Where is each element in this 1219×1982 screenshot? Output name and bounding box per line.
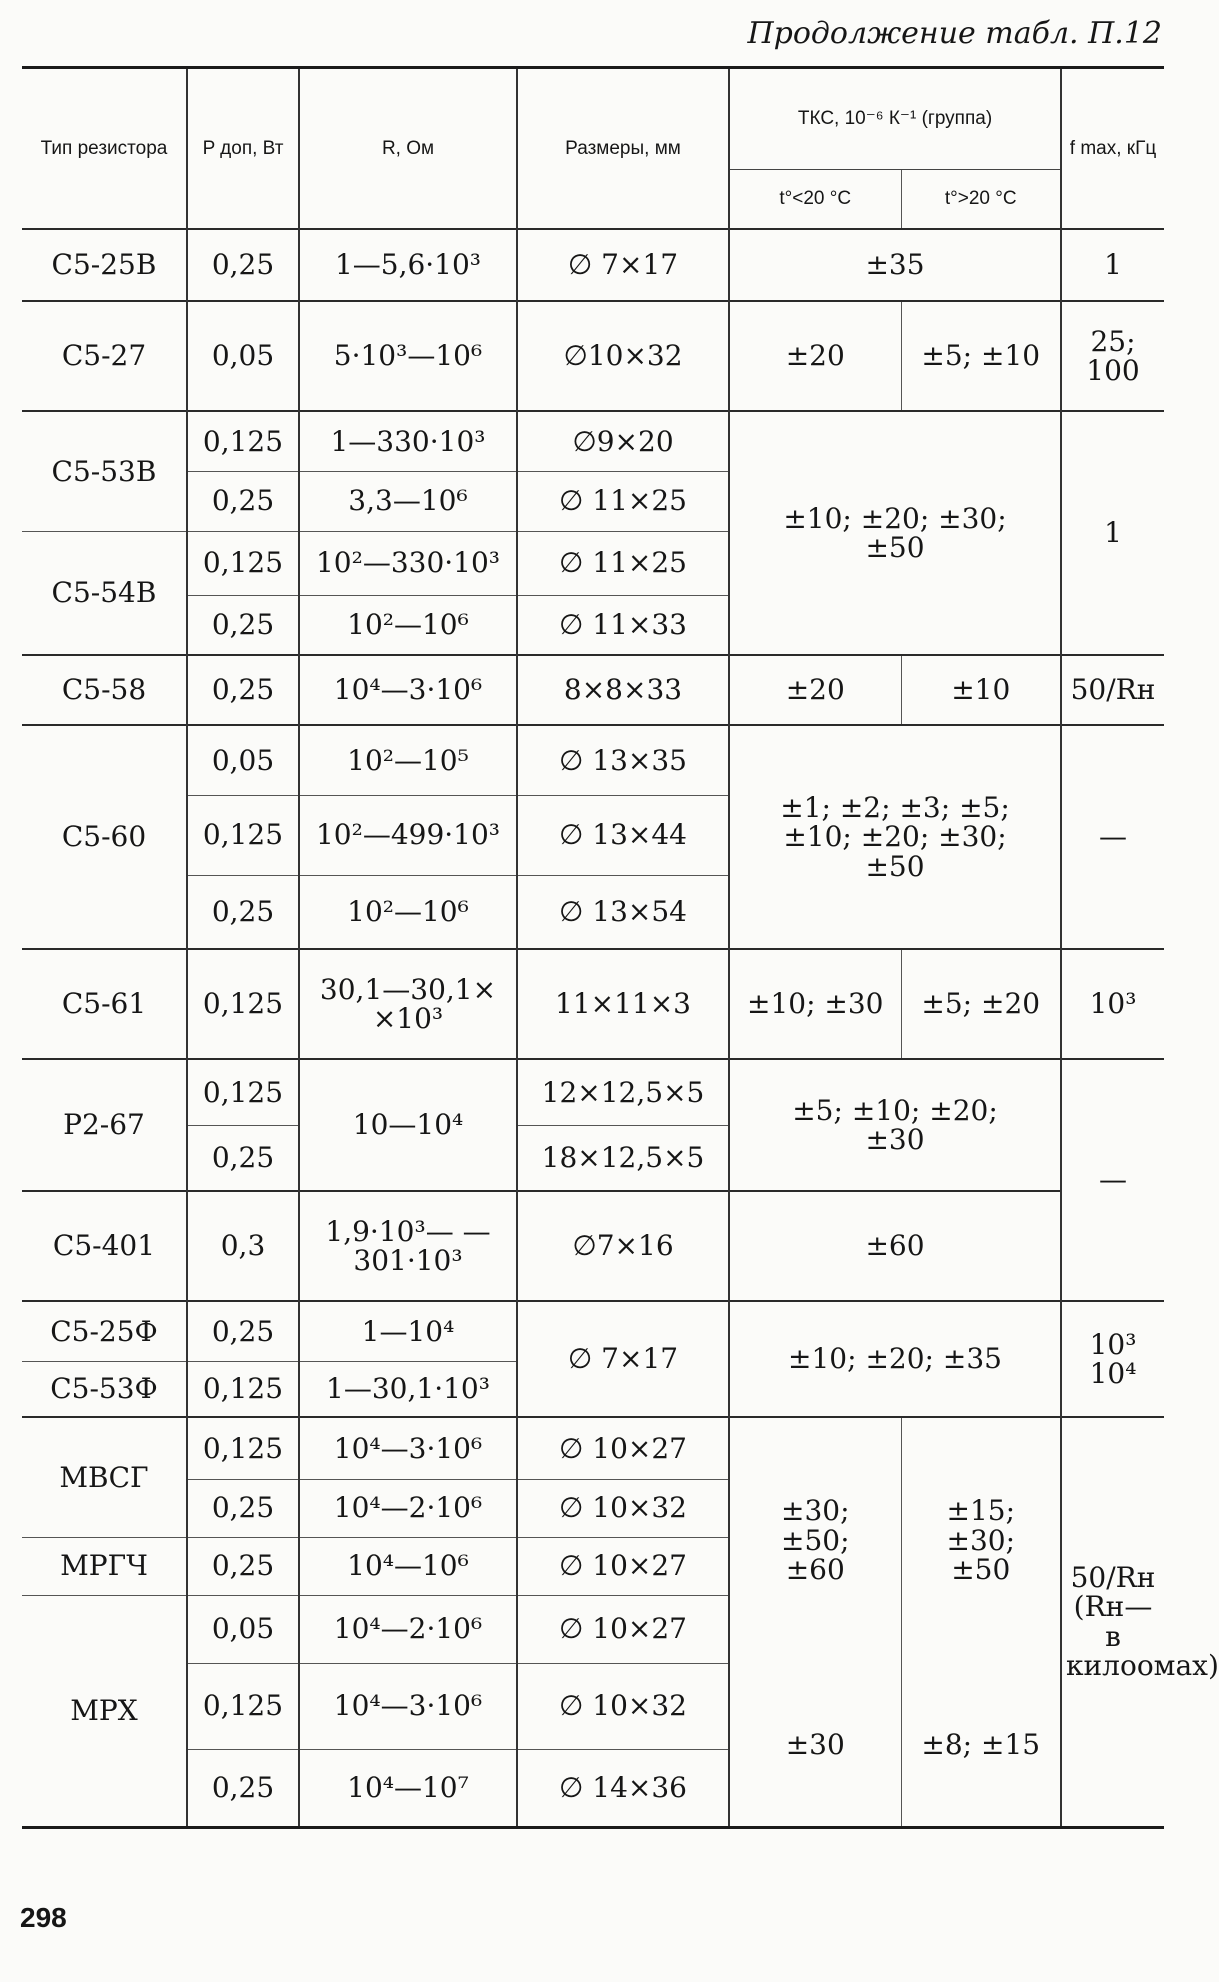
tks-high-cell: ±10 <box>901 655 1061 725</box>
resistor-table <box>22 66 1219 1829</box>
type-cell: МВСГ <box>22 1417 187 1537</box>
power-cell: 0,25 <box>187 595 299 655</box>
header-type: Тип резистора <box>40 137 168 159</box>
power-cell: 0,3 <box>187 1191 299 1301</box>
dimensions-cell: ∅ 11×25 <box>517 471 729 531</box>
dimensions-cell: ∅ 10×32 <box>517 1663 729 1749</box>
dimensions-cell: 11×11×3 <box>517 949 729 1059</box>
fmax-cell: 10³ 10⁴ <box>1061 1301 1164 1417</box>
type-cell: С5-61 <box>22 949 187 1059</box>
resistance-cell: 1—10⁴ <box>299 1301 517 1361</box>
tks-high-cell: ±5; ±10 <box>901 301 1061 411</box>
tks-low-cell: ±30 <box>729 1663 901 1827</box>
power-cell: 0,05 <box>187 301 299 411</box>
fmax-cell: 1 <box>1061 229 1164 301</box>
resistance-cell: 10⁴—2·10⁶ <box>299 1479 517 1537</box>
power-cell: 0,25 <box>187 875 299 949</box>
resistance-cell: 10⁴—10⁷ <box>299 1749 517 1827</box>
tks-cell: ±1; ±2; ±3; ±5; ±10; ±20; ±30; ±50 <box>729 725 1061 949</box>
resistance-cell: 10⁴—3·10⁶ <box>299 1663 517 1749</box>
fmax-cell: 50/Rн <box>1061 655 1164 725</box>
table-row <box>22 301 1164 411</box>
type-cell: С5-27 <box>22 301 187 411</box>
power-cell: 0,25 <box>187 1479 299 1537</box>
tks-low-cell: ±10; ±30 <box>729 949 901 1059</box>
table-row <box>22 655 1164 725</box>
dimensions-cell: 12×12,5×5 <box>517 1059 729 1125</box>
fmax-cell: — <box>1061 1059 1164 1301</box>
resistance-cell: 10⁴—10⁶ <box>299 1537 517 1595</box>
tks-cell: ±60 <box>729 1191 1061 1301</box>
type-cell: С5-401 <box>22 1191 187 1301</box>
header-dimensions: Размеры, мм <box>517 68 729 230</box>
type-cell: С5-60 <box>22 725 187 949</box>
tks-low-cell: ±20 <box>729 655 901 725</box>
tks-high-cell: ±15; ±30; ±50 <box>901 1417 1061 1663</box>
dimensions-cell: ∅ 11×25 <box>517 531 729 595</box>
table-row <box>22 229 1164 301</box>
power-cell: 0,25 <box>187 1301 299 1361</box>
type-cell: МРГЧ <box>22 1537 187 1595</box>
table-row <box>22 725 1164 795</box>
resistance-cell: 10²—10⁶ <box>299 595 517 655</box>
header-fmax: f max, кГц <box>1061 68 1164 230</box>
power-cell: 0,25 <box>187 1749 299 1827</box>
power-cell: 0,25 <box>187 471 299 531</box>
dimensions-cell: ∅ 10×32 <box>517 1479 729 1537</box>
fmax-cell: 10³ <box>1061 949 1164 1059</box>
resistance-cell: 10⁴—3·10⁶ <box>299 655 517 725</box>
type-cell: С5-53Ф <box>22 1361 187 1417</box>
dimensions-cell: ∅ 10×27 <box>517 1595 729 1663</box>
dimensions-cell: ∅10×32 <box>517 301 729 411</box>
dimensions-cell: 8×8×33 <box>517 655 729 725</box>
page-number: 298 <box>20 1902 67 1933</box>
fmax-cell: 1 <box>1061 411 1164 655</box>
power-cell: 0,05 <box>187 1595 299 1663</box>
type-cell: МРХ <box>22 1595 187 1827</box>
type-cell: С5-58 <box>22 655 187 725</box>
table-row <box>22 1301 1164 1361</box>
power-cell: 0,125 <box>187 1417 299 1479</box>
power-cell: 0,125 <box>187 411 299 471</box>
resistance-cell: 10⁴—2·10⁶ <box>299 1595 517 1663</box>
header-tks-low: t°<20 °C <box>729 170 901 230</box>
tks-high-cell: ±8; ±15 <box>901 1663 1061 1827</box>
power-cell: 0,25 <box>187 229 299 301</box>
power-cell: 0,125 <box>187 1663 299 1749</box>
table-row <box>22 1417 1164 1479</box>
power-cell: 0,25 <box>187 655 299 725</box>
tks-cell: ±5; ±10; ±20; ±30 <box>729 1059 1061 1191</box>
header-tks: ТКС, 10⁻⁶ К⁻¹ (группа) <box>729 68 1061 170</box>
tks-cell: ±35 <box>729 229 1061 301</box>
power-cell: 0,05 <box>187 725 299 795</box>
dimensions-cell: ∅ 10×27 <box>517 1417 729 1479</box>
resistance-cell: 10²—499·10³ <box>299 795 517 875</box>
table-row <box>22 949 1164 1059</box>
resistance-cell: 10—10⁴ <box>299 1059 517 1191</box>
resistance-cell: 1—5,6·10³ <box>299 229 517 301</box>
fmax-cell: — <box>1061 725 1164 949</box>
fmax-cell: 25; 100 <box>1061 301 1164 411</box>
table-row <box>22 411 1164 471</box>
tks-low-cell: ±20 <box>729 301 901 411</box>
power-cell: 0,125 <box>187 1361 299 1417</box>
resistance-cell: 10²—10⁶ <box>299 875 517 949</box>
dimensions-cell: ∅7×16 <box>517 1191 729 1301</box>
type-cell: С5-25В <box>22 229 187 301</box>
dimensions-cell: ∅9×20 <box>517 411 729 471</box>
power-cell: 0,125 <box>187 1059 299 1125</box>
tks-cell: ±10; ±20; ±30; ±50 <box>729 411 1061 655</box>
dimensions-cell: ∅ 10×27 <box>517 1537 729 1595</box>
table-row <box>22 1059 1164 1125</box>
power-cell: 0,125 <box>187 795 299 875</box>
power-cell: 0,25 <box>187 1125 299 1191</box>
table-row <box>22 1191 1164 1301</box>
resistance-cell: 3,3—10⁶ <box>299 471 517 531</box>
dimensions-cell: 18×12,5×5 <box>517 1125 729 1191</box>
header-power: P доп, Вт <box>187 68 299 230</box>
type-cell: С5-25Ф <box>22 1301 187 1361</box>
resistance-cell: 10²—330·10³ <box>299 531 517 595</box>
dimensions-cell: ∅ 13×54 <box>517 875 729 949</box>
resistance-cell: 10²—10⁵ <box>299 725 517 795</box>
table-row <box>22 1663 1164 1749</box>
table-caption: Продолжение табл. П.12 <box>747 16 1162 51</box>
dimensions-cell: ∅ 11×33 <box>517 595 729 655</box>
power-cell: 0,125 <box>187 949 299 1059</box>
type-cell: Р2-67 <box>22 1059 187 1191</box>
tks-low-cell: ±30; ±50; ±60 <box>729 1417 901 1663</box>
resistance-cell: 5·10³—10⁶ <box>299 301 517 411</box>
header-tks-high: t°>20 °C <box>901 170 1061 230</box>
resistance-cell: 10⁴—3·10⁶ <box>299 1417 517 1479</box>
dimensions-cell: ∅ 13×44 <box>517 795 729 875</box>
power-cell: 0,125 <box>187 531 299 595</box>
resistance-cell: 30,1—30,1× ×10³ <box>299 949 517 1059</box>
resistance-cell: 1—30,1·10³ <box>299 1361 517 1417</box>
type-cell: С5-54В <box>22 531 187 655</box>
dimensions-cell: ∅ 14×36 <box>517 1749 729 1827</box>
power-cell: 0,25 <box>187 1537 299 1595</box>
fmax-cell: 50/Rн (Rн— в килоомах) <box>1061 1417 1164 1827</box>
dimensions-cell: ∅ 7×17 <box>517 1301 729 1417</box>
resistance-cell: 1—330·10³ <box>299 411 517 471</box>
dimensions-cell: ∅ 13×35 <box>517 725 729 795</box>
type-cell: С5-53В <box>22 411 187 531</box>
tks-high-cell: ±5; ±20 <box>901 949 1061 1059</box>
header-resistance: R, Ом <box>299 68 517 230</box>
resistance-cell: 1,9·10³— —301·10³ <box>299 1191 517 1301</box>
tks-cell: ±10; ±20; ±35 <box>729 1301 1061 1417</box>
dimensions-cell: ∅ 7×17 <box>517 229 729 301</box>
